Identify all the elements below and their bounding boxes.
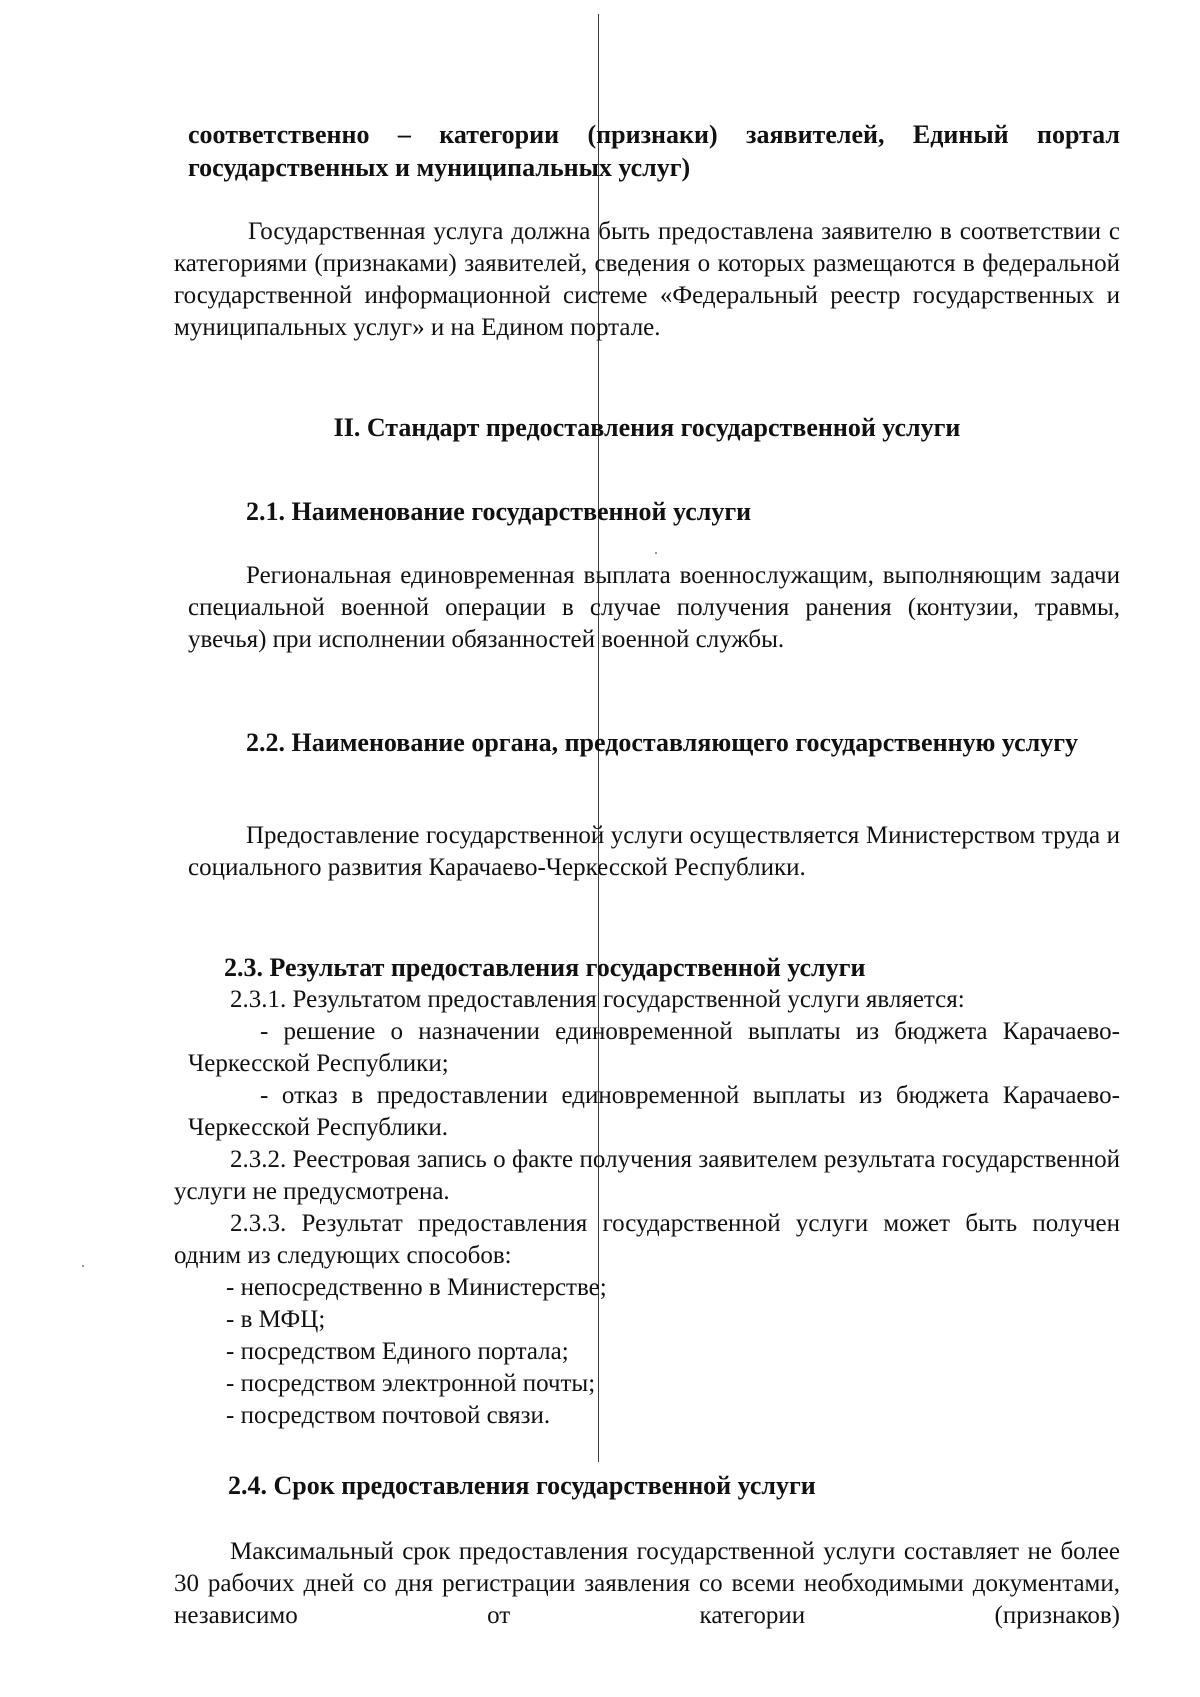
subsection-2-3-2: 2.3.2. Реестровая запись о факте получения заявителем результата государственной услуги не предусмотрена. <box>174 1146 1120 1205</box>
header-continuation: соответственно – категории (признаки) заявителей, Единый портал государственных и муниципальных услуг) <box>188 120 1120 182</box>
subsection-2-3-3: 2.3.3. Результат предоставления государственной услуги может быть получен одним из следующих способов: <box>174 1210 1120 1269</box>
intro-paragraph: Государственная услуга должна быть предоставлена заявителю в соответствии с категориями (признаками) заявителей, сведения о которых размещаются в федеральной государственной информационной системе «Федеральный реестр государственных и муниципальных услуг» и на Едином портале. <box>174 218 1120 341</box>
section-title: II. Стандарт предоставления государственной услуги <box>333 413 961 442</box>
subsection-heading-2-4: 2.4. Срок предоставления государственной услуги <box>228 1471 816 1500</box>
scan-speck <box>82 1265 84 1267</box>
subsection-2-1-text: Региональная единовременная выплата военнослужащим, выполняющим задачи специальной военной операции в случае получения ранения (контузии, травмы, увечья) при исполнении обязанностей военной службы. <box>188 562 1120 653</box>
result-item-decision: - решение о назначении единовременной выплаты из бюджета Карачаево-Черкесской Республики; <box>188 1018 1120 1077</box>
scan-speck <box>655 552 657 554</box>
method-item: - в МФЦ; <box>226 1306 326 1333</box>
method-item: - посредством Единого портала; <box>226 1338 569 1365</box>
subsection-2-3-1: 2.3.1. Результатом предоставления государственной услуги является: <box>230 986 965 1013</box>
result-item-refusal: - отказ в предоставлении единовременной выплаты из бюджета Карачаево-Черкесской Республики. <box>188 1082 1120 1141</box>
method-item: - непосредственно в Министерстве; <box>226 1274 607 1301</box>
method-item: - посредством электронной почты; <box>226 1370 596 1397</box>
method-item: - посредством почтовой связи. <box>226 1402 551 1429</box>
subsection-2-4-text: Максимальный срок предоставления государственной услуги составляет не более 30 рабочих дней со дня регистрации заявления со всеми необходимыми документами, независимо от категории (признаков) <box>174 1538 1120 1629</box>
subsection-heading-2-3: 2.3. Результат предоставления государственной услуги <box>224 953 866 982</box>
subsection-heading-2-1: 2.1. Наименование государственной услуги <box>246 497 752 526</box>
subsection-2-2-text: Предоставление государственной услуги осуществляется Министерством труда и социального развития Карачаево-Черкесской Республики. <box>188 822 1120 881</box>
subsection-heading-2-2: 2.2. Наименование органа, предоставляющего государственную услугу <box>246 728 1079 757</box>
